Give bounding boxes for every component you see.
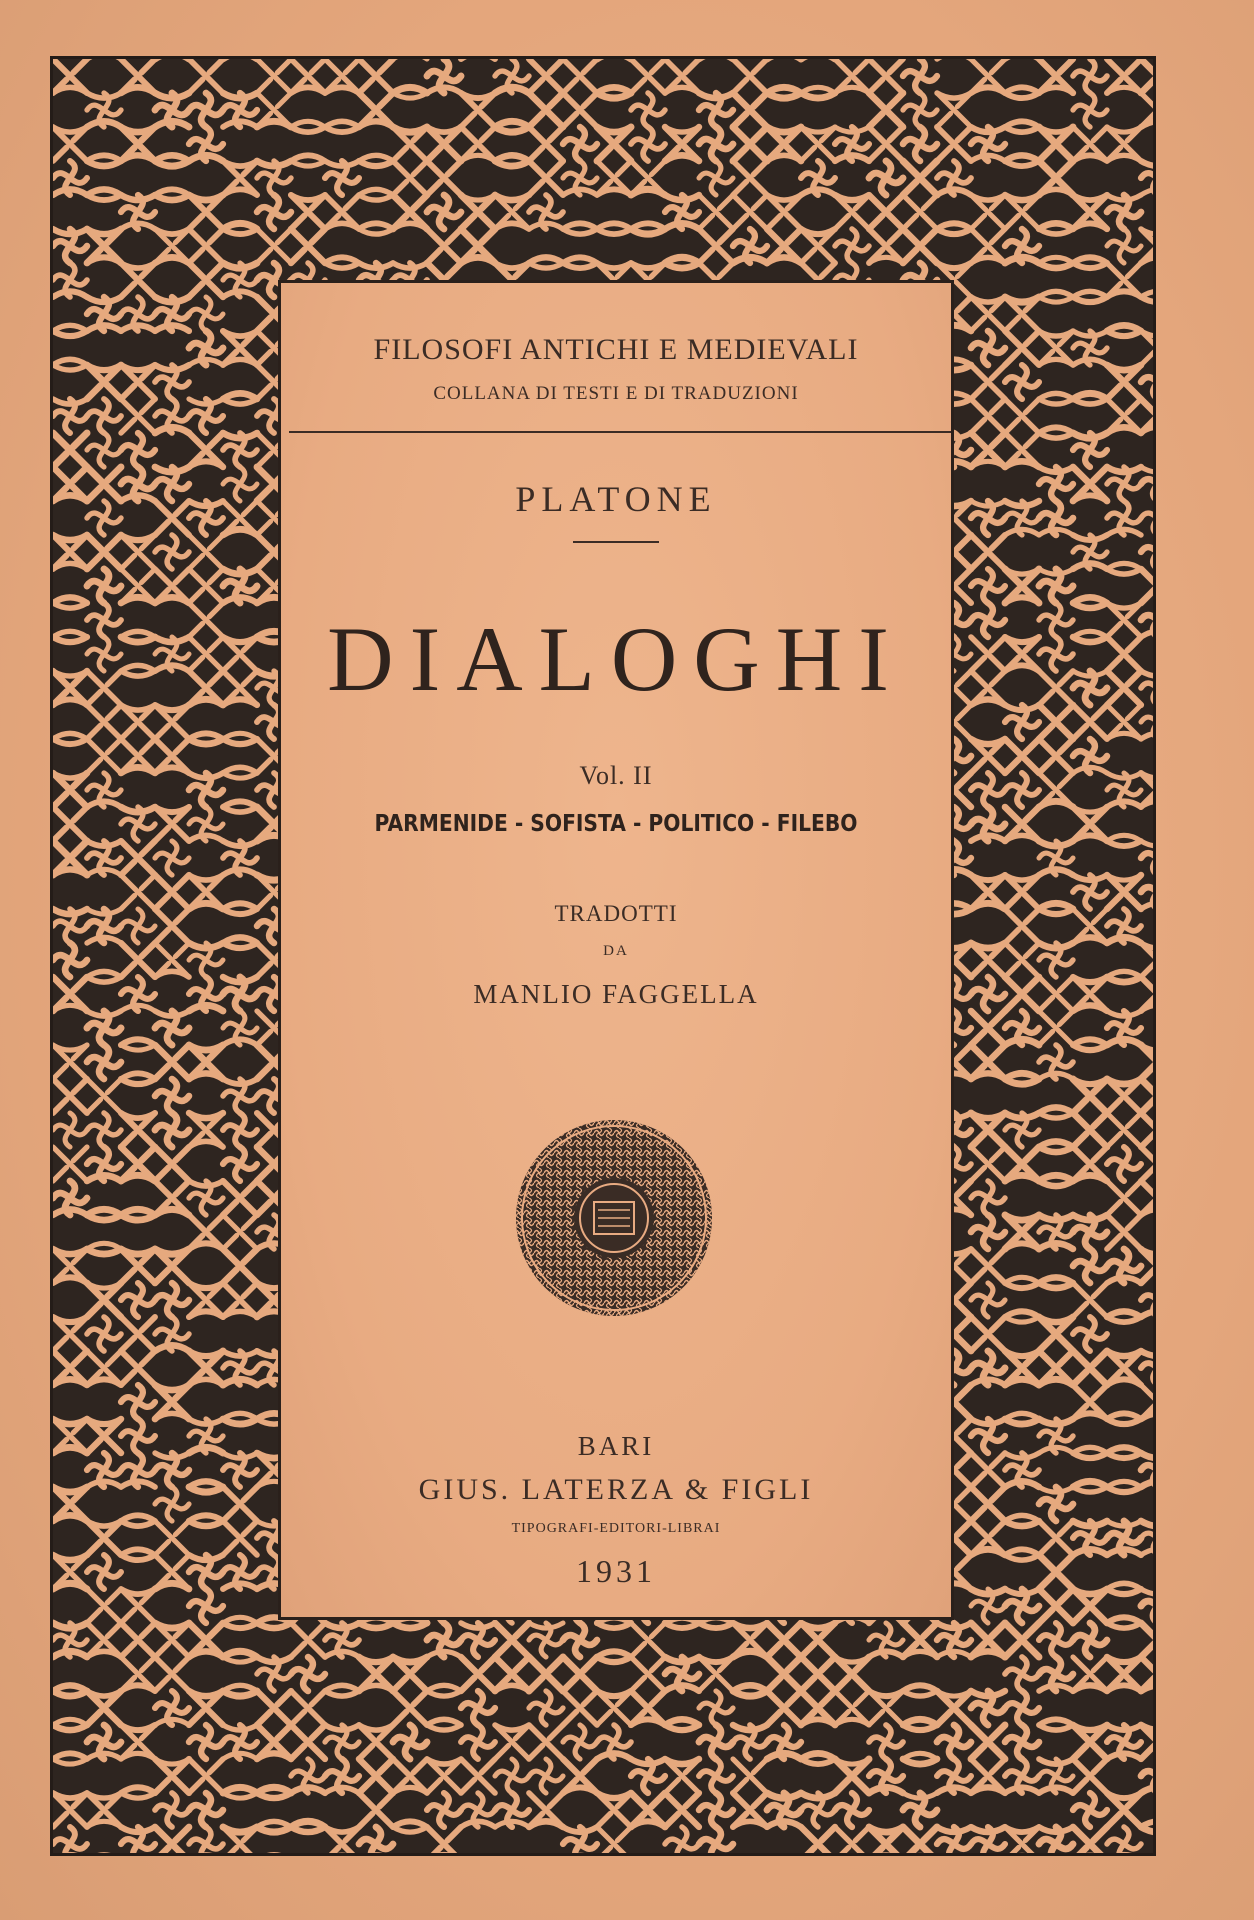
book-title: DIALOGHI	[327, 608, 905, 710]
publication-year: 1931	[576, 1553, 656, 1589]
publication-place: BARI	[577, 1431, 655, 1461]
divider-rule	[289, 431, 951, 433]
title-panel	[278, 280, 954, 1620]
by-label: DA	[603, 943, 629, 959]
series-subtitle: COLLANA DI TESTI E DI TRADUZIONI	[433, 383, 799, 404]
volume-label: Vol. II	[579, 761, 653, 790]
publisher-emblem-icon	[514, 1118, 714, 1318]
short-divider	[573, 541, 659, 543]
series-title: FILOSOFI ANTICHI E MEDIEVALI	[373, 333, 859, 366]
translator-name: MANLIO FAGGELLA	[473, 979, 759, 1009]
translated-label: TRADOTTI	[554, 901, 678, 926]
publisher-name: GIUS. LATERZA & FIGLI	[418, 1473, 814, 1506]
author-name: PLATONE	[515, 479, 717, 519]
publisher-trade: TIPOGRAFI-EDITORI-LIBRAI	[511, 1521, 721, 1536]
dialogues-list: PARMENIDE - SOFISTA - POLITICO - FILEBO	[374, 811, 858, 837]
